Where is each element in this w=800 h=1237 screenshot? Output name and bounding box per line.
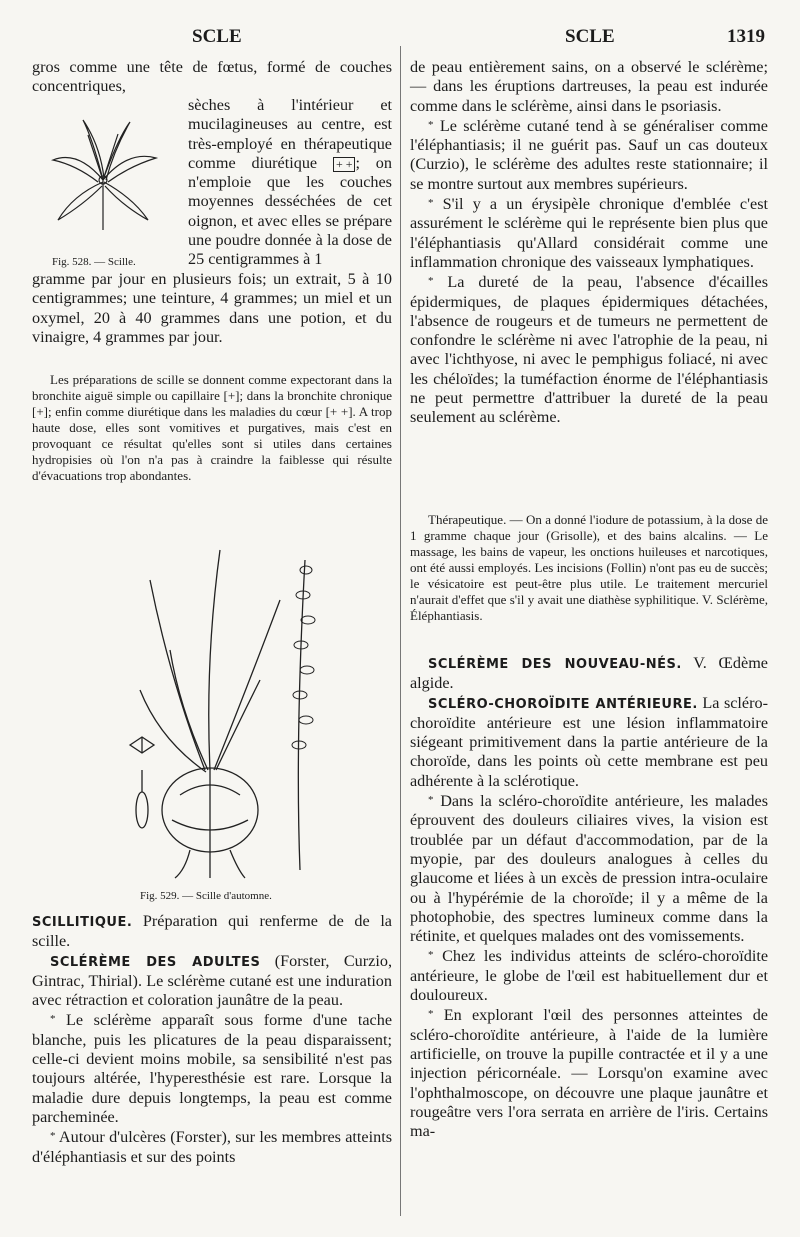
paragraph: S'il y a un érysipèle chronique d'emblée c'est assurément le sclérème qui le représente bien plus que l'éléphantiasis qu'Allard considérait comme une inflammation chronique des vaisseaux lymphatiques. xyxy=(410,195,768,271)
paragraph: gros comme une tête de fœtus, formé de couches concentriques, xyxy=(32,58,392,96)
figure-528-caption: Fig. 528. — Scille. xyxy=(52,256,136,268)
left-col-top xyxy=(32,58,392,97)
recommendation-box: + + xyxy=(333,157,356,172)
paragraph: de peau entièrement sains, on a observé le sclérème; — dans les éruptions dartreuses, la peau est indurée comme dans le sclérème, ainsi dans le psoriasis. xyxy=(410,58,768,115)
right-small-paragraph xyxy=(410,512,768,624)
figure-529-caption: Fig. 529. — Scille d'automne. xyxy=(140,890,272,902)
paragraph: En explorant l'œil des personnes atteintes de scléro-choroïdite antérieure, à l'aide de la lumière artificielle, on trouve la pupille contractée et il y a une injection péricornéale. — Lorsqu'on examine avec l'ophthalmoscope, on découvre une plaque jaunâtre et rougeâtre vers l'ora serrata en arrière de l'iris. Certains ma- xyxy=(410,1006,768,1141)
heading-scillitique: SCILLITIQUE. xyxy=(32,915,133,930)
left-col-bottom xyxy=(32,912,392,1167)
paragraph: Chez les individus atteints de scléro-choroïdite antérieure, le globe de l'œil est habituellement dur et douloureux. xyxy=(410,947,769,1005)
text: ; on n'emploie que les couches moyennes desséchées de cet oignon, et avec elles se prépare une poudre donnée à la dose de 25 centigrammes à 1 xyxy=(188,153,392,269)
figure-528-scille xyxy=(38,110,168,240)
paragraph: La dureté de la peau, l'absence d'écailles épidermiques, de plaques épidermiques détachées, l'absence de rougeurs et de tumeurs ne permettent de confondre le sclérème ni avec l'atrophie de la peau, ni avec l'ichthyose, ni avec le pemphigus foliacé, ni avec les chéloïdes; la tuméfaction énorme de l'éléphantiasis ne peut permettre d'attribuer la dureté de la peau seulement au sclérème. xyxy=(410,273,768,427)
asterism-icon: * xyxy=(428,794,434,807)
figure-529-scille-automne xyxy=(110,540,340,880)
asterism-icon: * xyxy=(50,1130,56,1143)
text: (Forster, Curzio, Gintrac, Thirial). Le sclérème cutané est une induration avec rétraction et coloration jaunâtre de la peau. xyxy=(32,951,392,1010)
running-head-left: SCLE xyxy=(192,26,242,47)
left-col-dosage xyxy=(32,270,392,347)
right-col-bottom xyxy=(410,654,768,1141)
text: V. Œdème algide. xyxy=(410,654,768,693)
asterism-icon: * xyxy=(428,949,434,962)
asterism-icon: * xyxy=(50,1013,56,1026)
heading-sclereme-adultes: SCLÉRÈME DES ADULTES xyxy=(50,954,261,970)
heading-sclero-choroidite: SCLÉRO-CHOROÏDITE ANTÉRIEURE. xyxy=(428,696,698,712)
asterism-icon: * xyxy=(428,118,434,131)
paragraph: Le sclérème apparaît sous forme d'une tache blanche, puis les plicatures de la peau disparaissent; celle-ci devient moins mobile, sa sensibilité n'est pas toujours altérée, l'hyperesthésie est rare. Lorsque la maladie dure depuis longtemps, la peau est comme parcheminée. xyxy=(32,1011,392,1126)
asterism-icon: * xyxy=(428,1008,434,1021)
running-head-right: SCLE xyxy=(565,26,615,47)
paragraph: Le sclérème cutané tend à se généraliser comme l'éléphantiasis; il ne guérit pas. Sauf un cas douteux (Curzio), le sclérème des adultes reste stationnaire; il se montre surtout aux membres supérieurs. xyxy=(410,116,768,193)
left-col-beside-figure xyxy=(188,96,392,270)
asterism-icon: * xyxy=(428,197,434,210)
text: La scléro-choroïdite antérieure est une lésion inflammatoire siégeant primitivement dans la partie antérieure de la choroïde, dans les points où cette membrane est peu adhérente à la sclérotique. xyxy=(410,693,768,790)
heading-sclereme-nouveau-nes: SCLÉRÈME DES NOUVEAU-NÉS. xyxy=(428,657,682,672)
column-divider xyxy=(400,46,401,1216)
page-number: 1319 xyxy=(727,26,765,47)
paragraph: Les préparations de scille se donnent comme expectorant dans la bronchite aiguë simple ou capillaire [+]; dans la bronchite chronique [+]; enfin comme diurétique dans les maladies du cœur [+ +]. A trop haute dose, elles sont vomitives et purgatives, mais c'est en provoquant ce résultat qu'elles sont si utiles dans certaines hydropisies où l'on n'a pas à craindre la faiblesse qui résulte d'évacuations trop abondantes. xyxy=(32,372,392,483)
text: Préparation qui renferme de de la scille. xyxy=(32,912,392,951)
text: sèches à l'intérieur et mucilagineuses au centre, est très-employé en thérapeutique comme diurétique xyxy=(188,96,392,172)
paragraph: gramme par jour en plusieurs fois; un extrait, 5 à 10 centigrammes; une teinture, 4 grammes; un miel et un oxymel, 20 à 40 grammes dans une potion, et du vinaigre, 4 grammes par jour. xyxy=(32,270,392,346)
paragraph: Thérapeutique. — On a donné l'iodure de potassium, à la dose de 1 gramme chaque jour (Grisolle), et des bains alcalins. — Le massage, les bains de vapeur, les onctions huileuses et narcotiques, ont été aussi employés. Les incisions (Follin) n'ont pas eu de succès; le vésicatoire est peut-être plus utile. Le traitement mercuriel n'aurait d'effet que s'il y avait une diathèse syphilitique. V. Sclérème, Éléphantiasis. xyxy=(410,512,768,623)
asterism-icon: * xyxy=(428,275,434,288)
left-small-paragraph xyxy=(32,372,392,484)
right-col-top xyxy=(410,58,768,428)
paragraph: Autour d'ulcères (Forster), sur les membres atteints d'éléphantiasis et sur des points xyxy=(32,1128,393,1166)
paragraph: Dans la scléro-choroïdite antérieure, les malades éprouvent des douleurs ciliaires vives, la vision est troublée par un défaut d'accommodation, par de la myopie, par des douleurs analogues à celles du glaucome et liées à un excès de pression intra-oculaire ou à l'hypérémie de la choroïde; il y a même de la photophobie, des spectres lumineux comme dans la rétinite, et quelques malades ont des vomissements. xyxy=(410,792,768,946)
